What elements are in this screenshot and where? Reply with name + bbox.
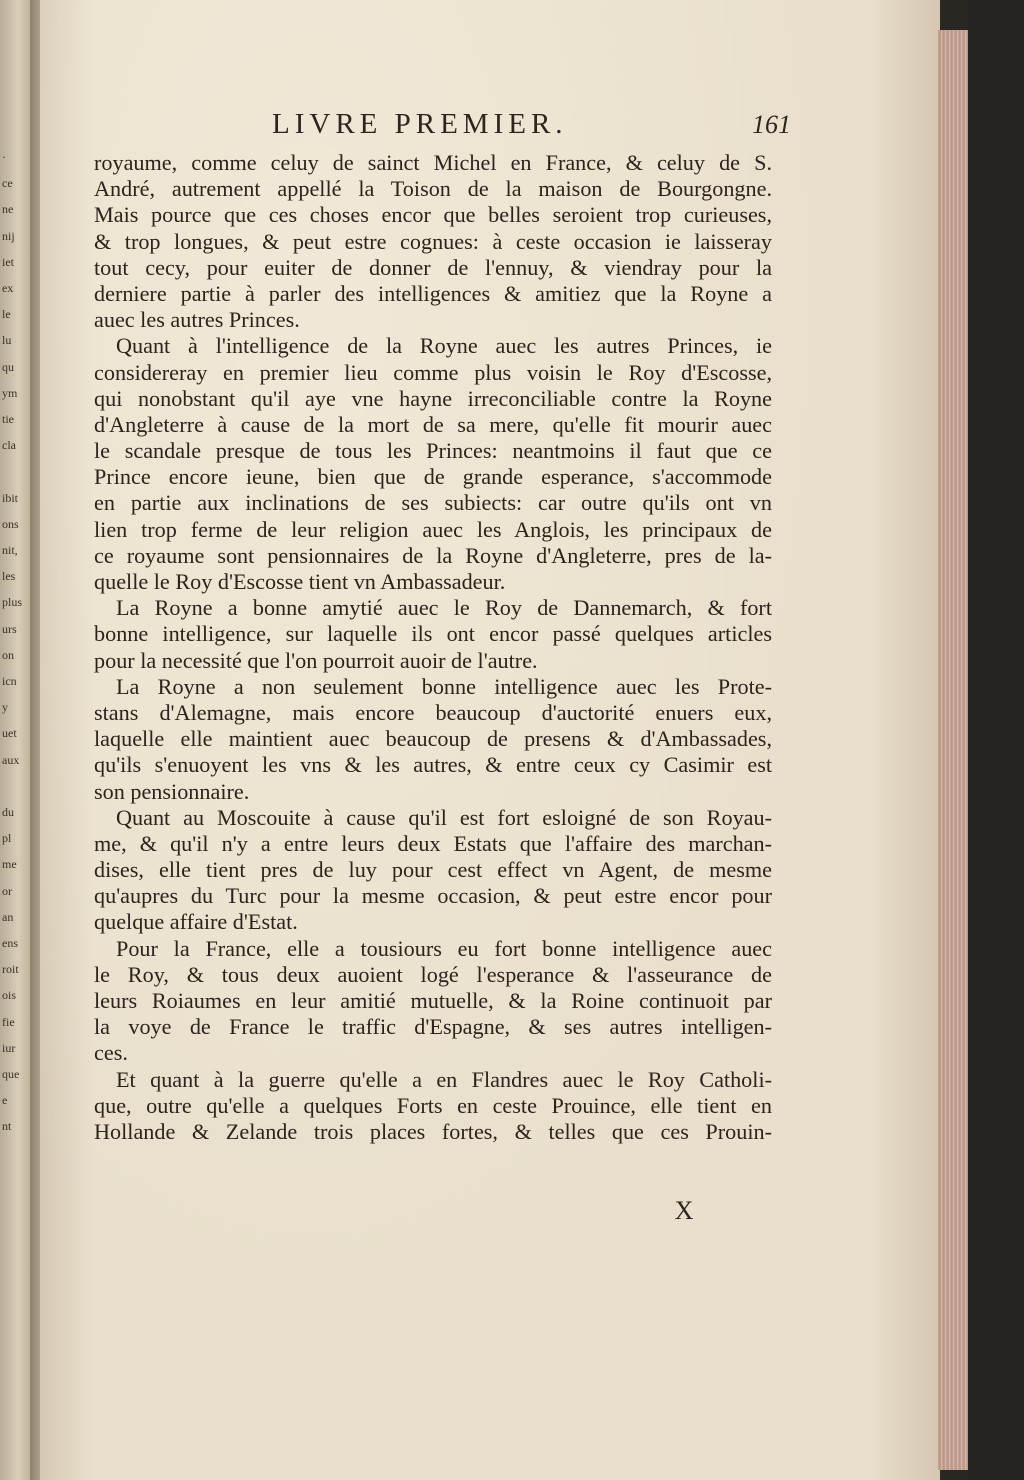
text-line: pour la necessité que l'on pourroit auoir de l'autre.: [94, 647, 538, 673]
facing-page-fragment: an: [2, 909, 14, 924]
text-line: La Royne a non seulement bonne intelligence auec les Prote-: [116, 673, 772, 699]
facing-page-fragment: or: [2, 883, 12, 898]
facing-page-fragment: icn: [2, 674, 17, 688]
page-header: [272, 108, 791, 142]
text-line: tout cecy, pour euiter de donner de l'ennuy, & viendray pour la: [94, 254, 772, 280]
facing-page-fragment: nij: [2, 228, 15, 243]
facing-page-fragment: fie: [2, 1014, 15, 1029]
text-line: considereray en premier lieu comme plus voisin le Roy d'Escosse,: [94, 359, 772, 385]
text-line: me, & qu'il n'y a entre leurs deux Estats que l'affaire des marchan-: [94, 830, 772, 856]
text-line: Prince encore ieune, bien que de grande esperance, s'accommode: [94, 464, 772, 490]
page-block-edge: [938, 30, 968, 1470]
signature-mark: X: [674, 1196, 694, 1225]
text-line: son pensionnaire.: [94, 778, 250, 804]
facing-page-fragment: pl: [2, 831, 12, 846]
text-line: leurs Roiaumes en leur amitié mutuelle, & la Roine continuoit par: [94, 988, 772, 1013]
facing-page-fragment: urs: [2, 621, 17, 636]
facing-page-fragment: lu: [2, 333, 12, 348]
facing-page-fragment: le: [2, 307, 11, 322]
text-line: en partie aux inclinations de ses subiects: car outre qu'ils ont vn: [94, 490, 772, 516]
text-line: la voye de France le traffic d'Espagne, & ses autres intelligen-: [94, 1014, 772, 1040]
text-line: derniere partie à parler des intelligences & amitiez que la Royne a: [94, 280, 772, 306]
text-line: ce royaume sont pensionnaires de la Royne d'Angleterre, pres de la-: [94, 542, 772, 568]
facing-page-fragment: y: [2, 700, 8, 715]
text-line: stans d'Alemagne, mais encore beaucoup d'auctorité enuers eux,: [94, 699, 772, 725]
text-line: auec les autres Princes.: [94, 307, 300, 333]
facing-page-fragment: ce: [2, 176, 13, 191]
text-line: laquelle elle maintient auec beaucoup de presens & d'Ambassades,: [94, 726, 772, 752]
text-line: Pour la France, elle a tousiours eu fort bonne intelligence auec: [116, 935, 772, 961]
facing-page-fragment: aux: [2, 752, 20, 767]
facing-page-fragment: e: [2, 1093, 8, 1108]
facing-page-fragment: du: [2, 805, 14, 819]
text-line: royaume, comme celuy de sainct Michel en France, & celuy de S.: [94, 150, 772, 175]
text-line: Quant à l'intelligence de la Royne auec les autres Princes, ie: [116, 333, 772, 359]
page-number: 161: [752, 110, 791, 139]
text-line: le Roy, & tous deux auoient logé l'esperance & l'asseurance de: [94, 961, 772, 987]
running-title: LIVRE PREMIER.: [272, 108, 568, 140]
facing-page-fragment: ym: [2, 385, 18, 400]
facing-page-fragment: ons: [2, 516, 19, 531]
text-line: Et quant à la guerre qu'elle a en Flandres auec le Roy Catholi-: [116, 1066, 772, 1092]
facing-page-fragment: ens: [2, 936, 18, 950]
text-line: lien trop ferme de leur religion auec les Anglois, les principaux de: [94, 516, 772, 542]
facing-page-fragment: qu: [2, 359, 14, 374]
book-page: [40, 0, 940, 1480]
facing-page-fragment: plus: [2, 595, 23, 610]
text-line: dises, elle tient pres de luy pour cest effect vn Agent, de mesme: [94, 857, 772, 883]
facing-page-fragment: uet: [2, 726, 17, 741]
text-line: qu'aupres du Turc pour la mesme occasion, & peut estre encor pour: [94, 883, 772, 909]
facing-page-fragment: roit: [2, 962, 19, 977]
facing-page-fragment: me: [2, 857, 17, 872]
text-line: qu'ils s'enuoyent les vns & les autres, & entre ceux cy Casimir est: [94, 752, 772, 778]
facing-page-fragment: ne: [2, 202, 14, 217]
text-line: qui nonobstant qu'il aye vne hayne irreconciliable contre la Royne: [94, 385, 772, 411]
page-body-text: [94, 150, 772, 1145]
facing-page-fragment: tie: [2, 412, 14, 426]
text-line: que, outre qu'elle a quelques Forts en ceste Prouince, elle tient en: [94, 1092, 772, 1118]
text-line: le scandale presque de tous les Princes: neantmoins il faut que ce: [94, 438, 772, 464]
text-line: quelque affaire d'Estat.: [94, 909, 298, 935]
background-dark: [968, 0, 1024, 1480]
text-line: André, autrement appellé la Toison de la maison de Bourgongne.: [94, 176, 772, 202]
text-line: Quant au Moscouite à cause qu'il est fort esloigné de son Royau-: [116, 804, 772, 830]
facing-page-fragment: on: [2, 647, 14, 662]
facing-page-fragment: iur: [2, 1040, 16, 1055]
text-line: Mais pource que ces choses encor que belles seroient trop curieuses,: [94, 202, 772, 228]
facing-page-fragment: ibit: [2, 490, 19, 505]
facing-page-edge: [0, 0, 30, 1480]
facing-page-fragment: iet: [2, 254, 14, 269]
facing-page-fragment: les: [2, 569, 16, 584]
facing-page-fragment: ex: [2, 281, 14, 295]
text-line: & trop longues, & peut estre cognues: à ceste occasion ie laisseray: [94, 228, 772, 254]
text-line: La Royne a bonne amytié auec le Roy de Dannemarch, & fort: [116, 595, 772, 621]
facing-page-fragment: cla: [2, 438, 16, 453]
text-line: ces.: [94, 1040, 128, 1066]
text-line: quelle le Roy d'Escosse tient vn Ambassadeur.: [94, 569, 506, 594]
facing-page-fragment: nt: [2, 1119, 12, 1134]
facing-page-fragment: que: [2, 1067, 20, 1081]
facing-page-fragment: ·: [2, 150, 6, 164]
text-line: d'Angleterre à cause de la mort de sa mere, qu'elle fit mourir auec: [94, 411, 772, 437]
facing-page-fragment: ois: [2, 988, 17, 1003]
facing-page-fragment: nit,: [2, 543, 18, 557]
text-line: Hollande & Zelande trois places fortes, & telles que ces Prouin-: [94, 1118, 772, 1144]
text-line: bonne intelligence, sur laquelle ils ont encor passé quelques articles: [94, 621, 772, 647]
